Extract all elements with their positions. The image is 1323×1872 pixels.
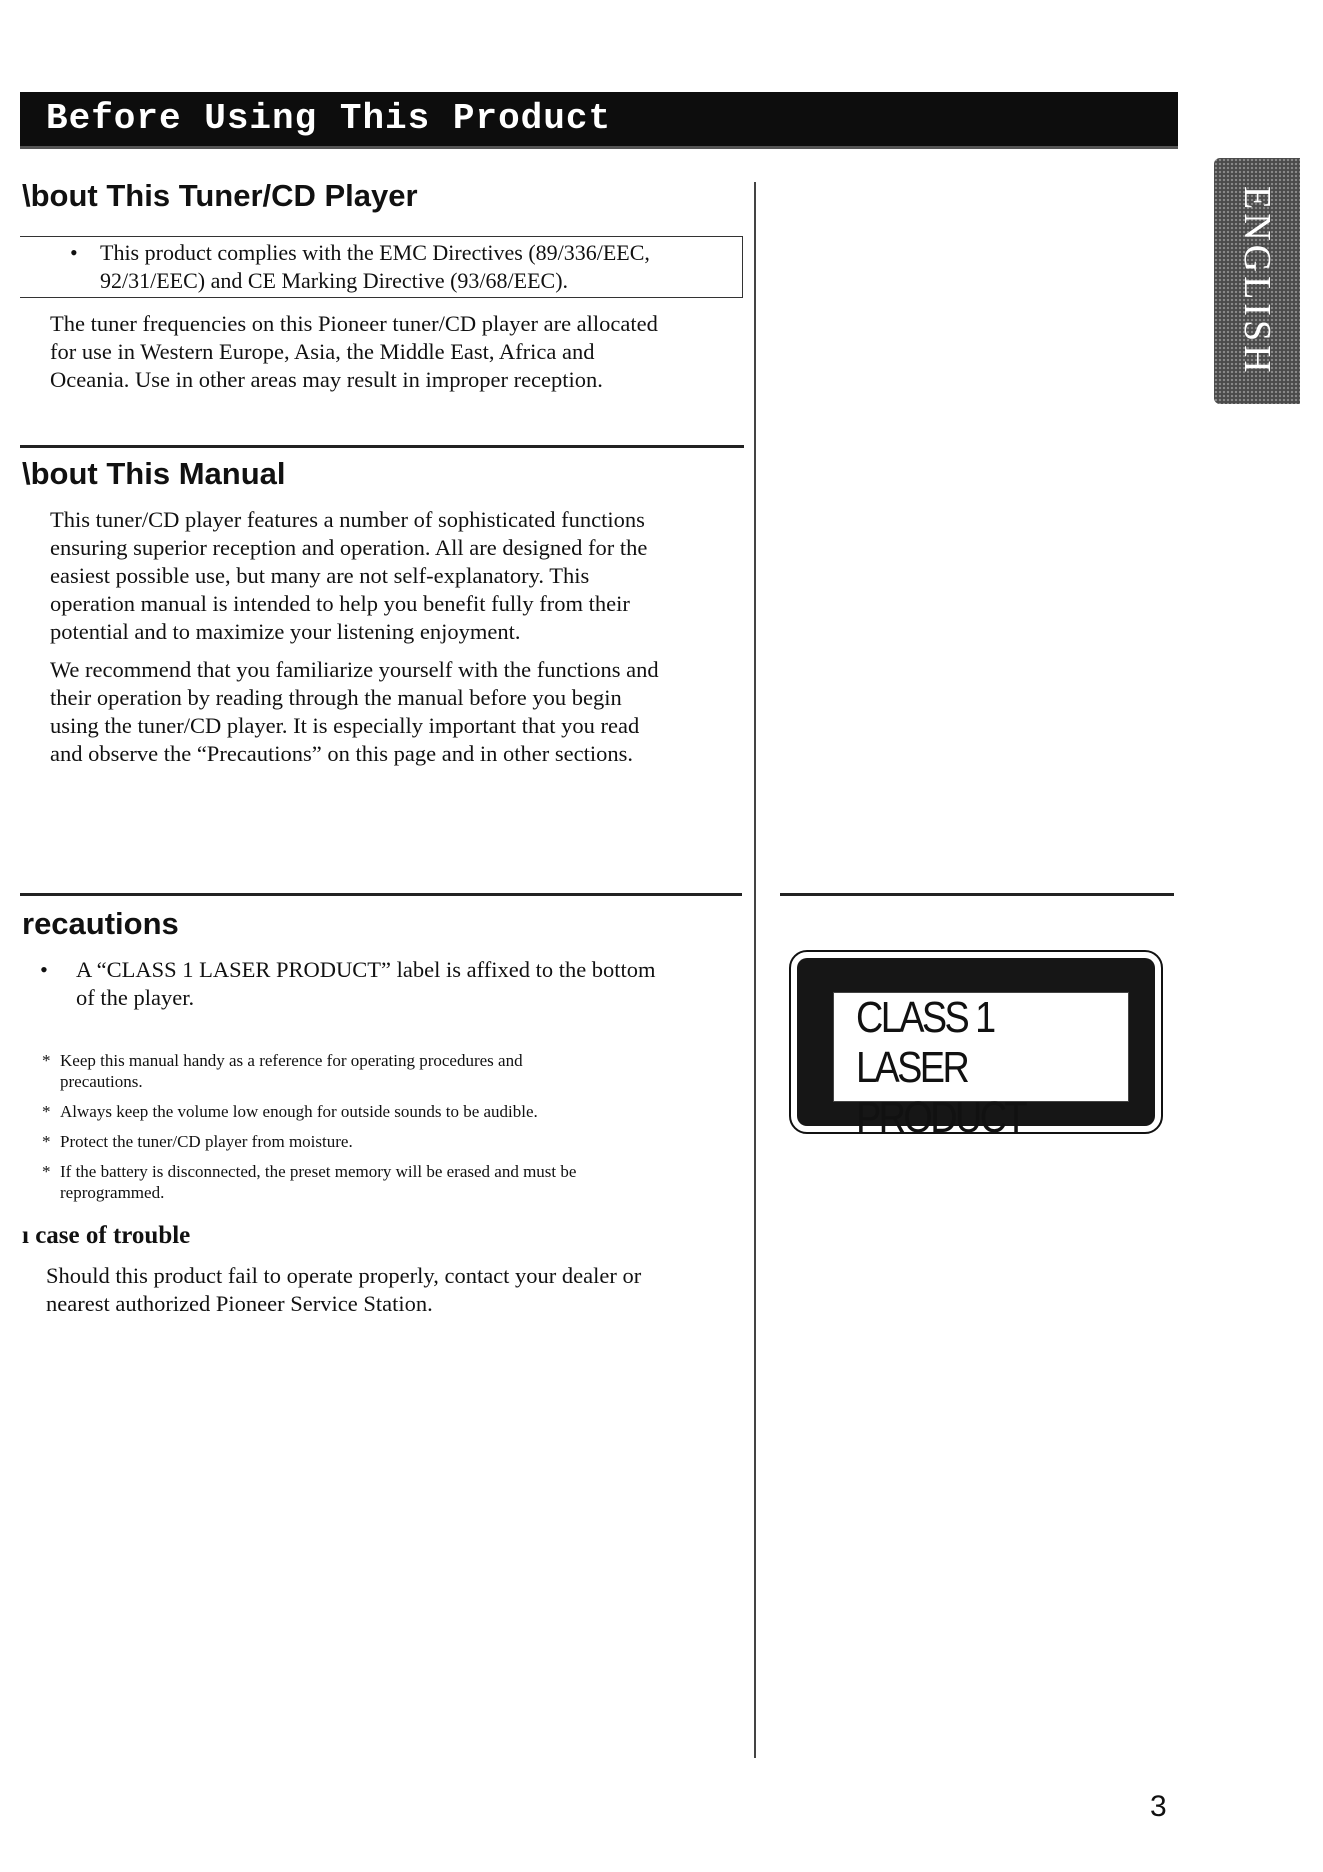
laser-label-line-1: CLASS 1 [856,993,994,1042]
list-item [42,1050,742,1092]
text-line: If the battery is disconnected, the preset memory will be erased and must be [60,1162,577,1181]
text-line: nearest authorized Pioneer Service Station. [46,1291,433,1316]
laser-bullet-line-2: of the player. [76,985,195,1010]
text-line: potential and to maximize your listening enjoyment. [50,619,521,644]
laser-label-line-2: LASER PRODUCT [856,1043,1026,1142]
header-banner [20,92,1178,149]
laser-label-face [833,992,1129,1142]
text-line: Should this product fail to operate properly, contact your dealer or [46,1263,642,1288]
text-line: for use in Western Europe, Asia, the Middle East, Africa and [50,339,595,364]
page-title: Before Using This Product [46,98,612,139]
section-rule [20,445,744,448]
precaution-notes [42,1050,742,1212]
text-line: Keep this manual handy as a reference for operating procedures and [60,1051,523,1070]
text-line: reprogrammed. [60,1183,165,1202]
column-divider [754,182,756,1758]
page-number: 3 [1150,1790,1167,1823]
note-mark: * [42,1162,51,1181]
text-line: This tuner/CD player features a number of sophisticated functions [50,507,645,532]
trouble-paragraph [46,1262,746,1318]
note-mark: * [42,1102,51,1121]
text-line: their operation by reading through the manual before you begin [50,685,622,710]
text-line: precautions. [60,1072,143,1091]
language-tab-label: ENGLISH [1236,185,1278,377]
text-line: operation manual is intended to help you benefit fully from their [50,591,630,616]
list-item [42,1101,742,1122]
text-line: Oceania. Use in other areas may result in improper reception. [50,367,603,392]
note-mark: * [42,1051,51,1070]
list-item [42,1131,742,1152]
tuner-paragraph [50,310,750,394]
section-heading-manual: \bout This Manual [22,456,286,491]
bullet-mark: • [70,240,78,265]
text-line: and observe the “Precautions” on this page and in other sections. [50,741,633,766]
text-line: using the tuner/CD player. It is especially important that you read [50,713,640,738]
section-rule-right [780,893,1174,896]
note-mark: * [42,1132,51,1151]
emc-notice-line-2: 92/31/EEC) and CE Marking Directive (93/68/EEC). [100,268,569,293]
laser-label-frame [797,958,1155,1142]
text-line: We recommend that you familiarize yourself with the functions and [50,657,659,682]
language-tab [1214,158,1300,404]
emc-notice [70,239,740,295]
list-item [42,1161,742,1203]
emc-notice-line-1: This product complies with the EMC Directives (89/336/EEC, [100,240,650,265]
laser-product-label [789,950,1163,1142]
text-line: Always keep the volume low enough for outside sounds to be audible. [60,1102,538,1121]
text-line: Protect the tuner/CD player from moisture. [60,1132,353,1151]
manual-paragraph-2 [50,656,750,768]
section-heading-precautions: recautions [22,906,179,941]
laser-label-bullet [40,956,740,1012]
text-line: The tuner frequencies on this Pioneer tuner/CD player are allocated [50,311,658,336]
text-line: easiest possible use, but many are not self-explanatory. This [50,563,590,588]
bullet-mark: • [40,957,48,982]
section-heading-trouble: ı case of trouble [22,1222,191,1249]
text-line: ensuring superior reception and operation. All are designed for the [50,535,648,560]
laser-bullet-line-1: A “CLASS 1 LASER PRODUCT” label is affixed to the bottom [76,957,656,982]
section-heading-tuner: \bout This Tuner/CD Player [22,178,418,213]
emc-notice-box [20,236,743,298]
manual-paragraph-1 [50,506,750,646]
section-rule [20,893,742,896]
